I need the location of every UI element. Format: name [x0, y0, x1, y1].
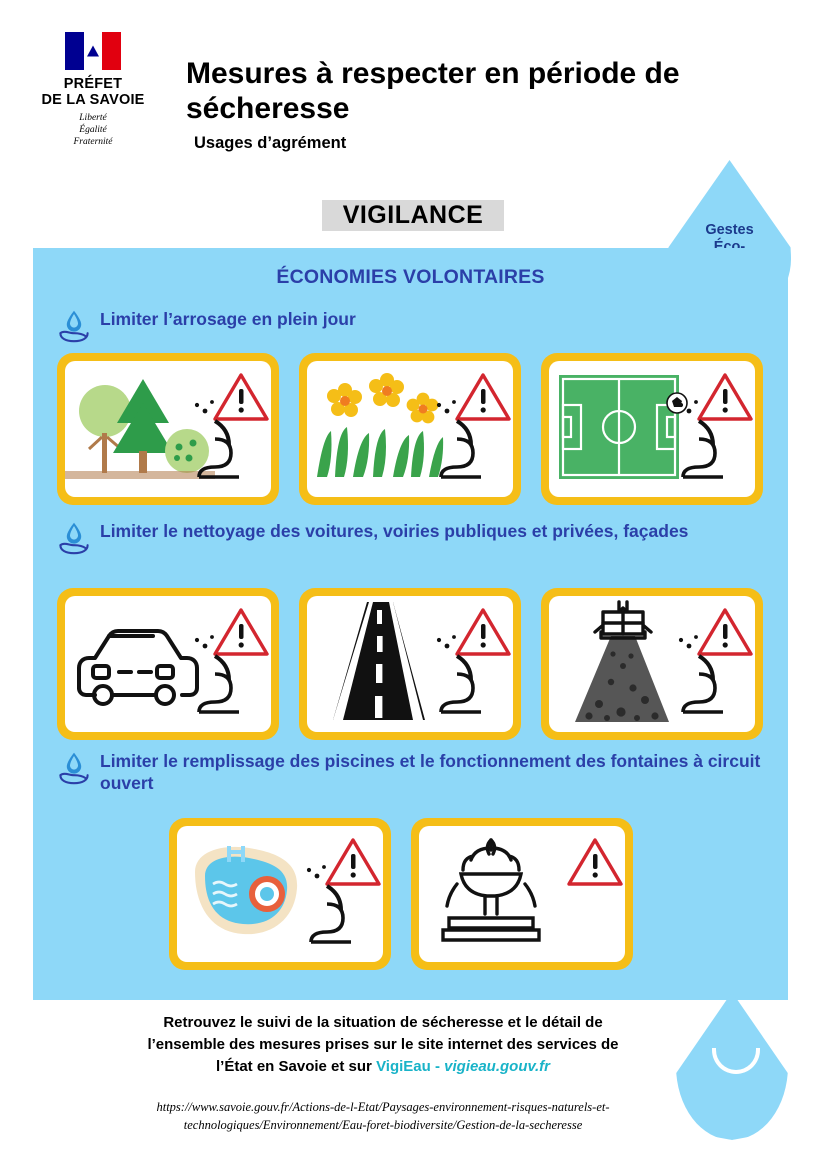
prefecture-name — [28, 76, 158, 108]
water-saving-hand-icon — [58, 521, 90, 555]
vigieau-link[interactable] — [376, 1058, 550, 1075]
measure-3-header — [58, 750, 778, 795]
card-flowers-inner — [307, 361, 513, 497]
page-title: Mesures à respecter en période de sécheresse — [186, 57, 680, 126]
source-url[interactable] — [33, 1098, 733, 1134]
card-road — [299, 588, 521, 740]
measure-3-cards — [169, 818, 633, 970]
title-block — [186, 56, 806, 153]
flowers-icon — [307, 361, 513, 497]
measures-panel — [33, 248, 788, 1000]
prefecture-logo — [28, 32, 158, 149]
card-swimming-pool-inner — [177, 826, 383, 962]
droplet-line-1: Gestes — [705, 222, 754, 238]
card-flowers — [299, 353, 521, 505]
fountain-icon — [419, 826, 625, 962]
card-house-driveway-inner — [549, 596, 755, 732]
sports-field-icon — [549, 361, 755, 497]
house-driveway-icon — [549, 596, 755, 732]
card-car-inner — [65, 596, 271, 732]
water-saving-hand-icon — [58, 751, 90, 785]
republic-motto — [28, 113, 158, 149]
card-fountain — [411, 818, 633, 970]
motto-liberte: Liberté — [79, 113, 107, 124]
source-url-line-1: https://www.savoie.gouv.fr/Actions-de-l-Etat/Paysages-environnement-risques-naturels-et- — [156, 1100, 610, 1114]
card-car — [57, 588, 279, 740]
panel-title: ÉCONOMIES VOLONTAIRES — [276, 266, 545, 288]
card-fountain-inner — [419, 826, 625, 962]
trees-icon — [65, 361, 271, 497]
vigieau-link-url: vigieau.gouv.fr — [444, 1057, 550, 1075]
car-icon — [65, 596, 271, 732]
measure-1-cards — [57, 353, 763, 505]
measure-2-header — [58, 520, 758, 555]
card-trees — [57, 353, 279, 505]
swimming-pool-icon — [177, 826, 383, 962]
vigieau-link-label: VigiEau - — [376, 1057, 445, 1075]
measure-1-text: Limiter l’arrosage en plein jour — [100, 309, 356, 329]
alert-level-badge: VIGILANCE — [322, 200, 504, 231]
card-sports-field — [541, 353, 763, 505]
measure-1-header — [58, 308, 758, 343]
card-road-inner — [307, 596, 513, 732]
french-flag-icon — [65, 32, 121, 70]
prefecture-line-2: DE LA SAVOIE — [41, 92, 145, 109]
measure-2-cards — [57, 588, 763, 740]
footer-line-1: Retrouvez le suivi de la situation de sécheresse et le détail de — [163, 1014, 603, 1031]
card-trees-inner — [65, 361, 271, 497]
card-house-driveway — [541, 588, 763, 740]
road-icon — [307, 596, 513, 732]
motto-egalite: Égalité — [79, 125, 107, 136]
footer-line-3-text: l’État en Savoie et sur — [216, 1057, 377, 1075]
source-url-line-2: technologiques/Environnement/Eau-foret-biodiversite/Gestion-de-la-secheresse — [183, 1118, 583, 1133]
footer-text — [33, 1012, 733, 1077]
card-sports-field-inner — [549, 361, 755, 497]
measure-2-text: Limiter le nettoyage des voitures, voiries publiques et privées, façades — [100, 521, 689, 541]
motto-fraternite: Fraternité — [73, 137, 113, 148]
water-saving-hand-icon — [58, 309, 90, 343]
card-swimming-pool — [169, 818, 391, 970]
footer-line-3 — [33, 1056, 733, 1078]
page-subtitle: Usages d’agrément — [194, 134, 347, 153]
measure-3-text: Limiter le remplissage des piscines et le fonctionnement des fontaines à circuit ouvert — [100, 751, 761, 794]
page-header — [0, 24, 827, 154]
footer-line-2: l’ensemble des mesures prises sur le site internet des services de — [147, 1035, 619, 1053]
prefecture-line-1: PRÉFET — [63, 76, 123, 92]
